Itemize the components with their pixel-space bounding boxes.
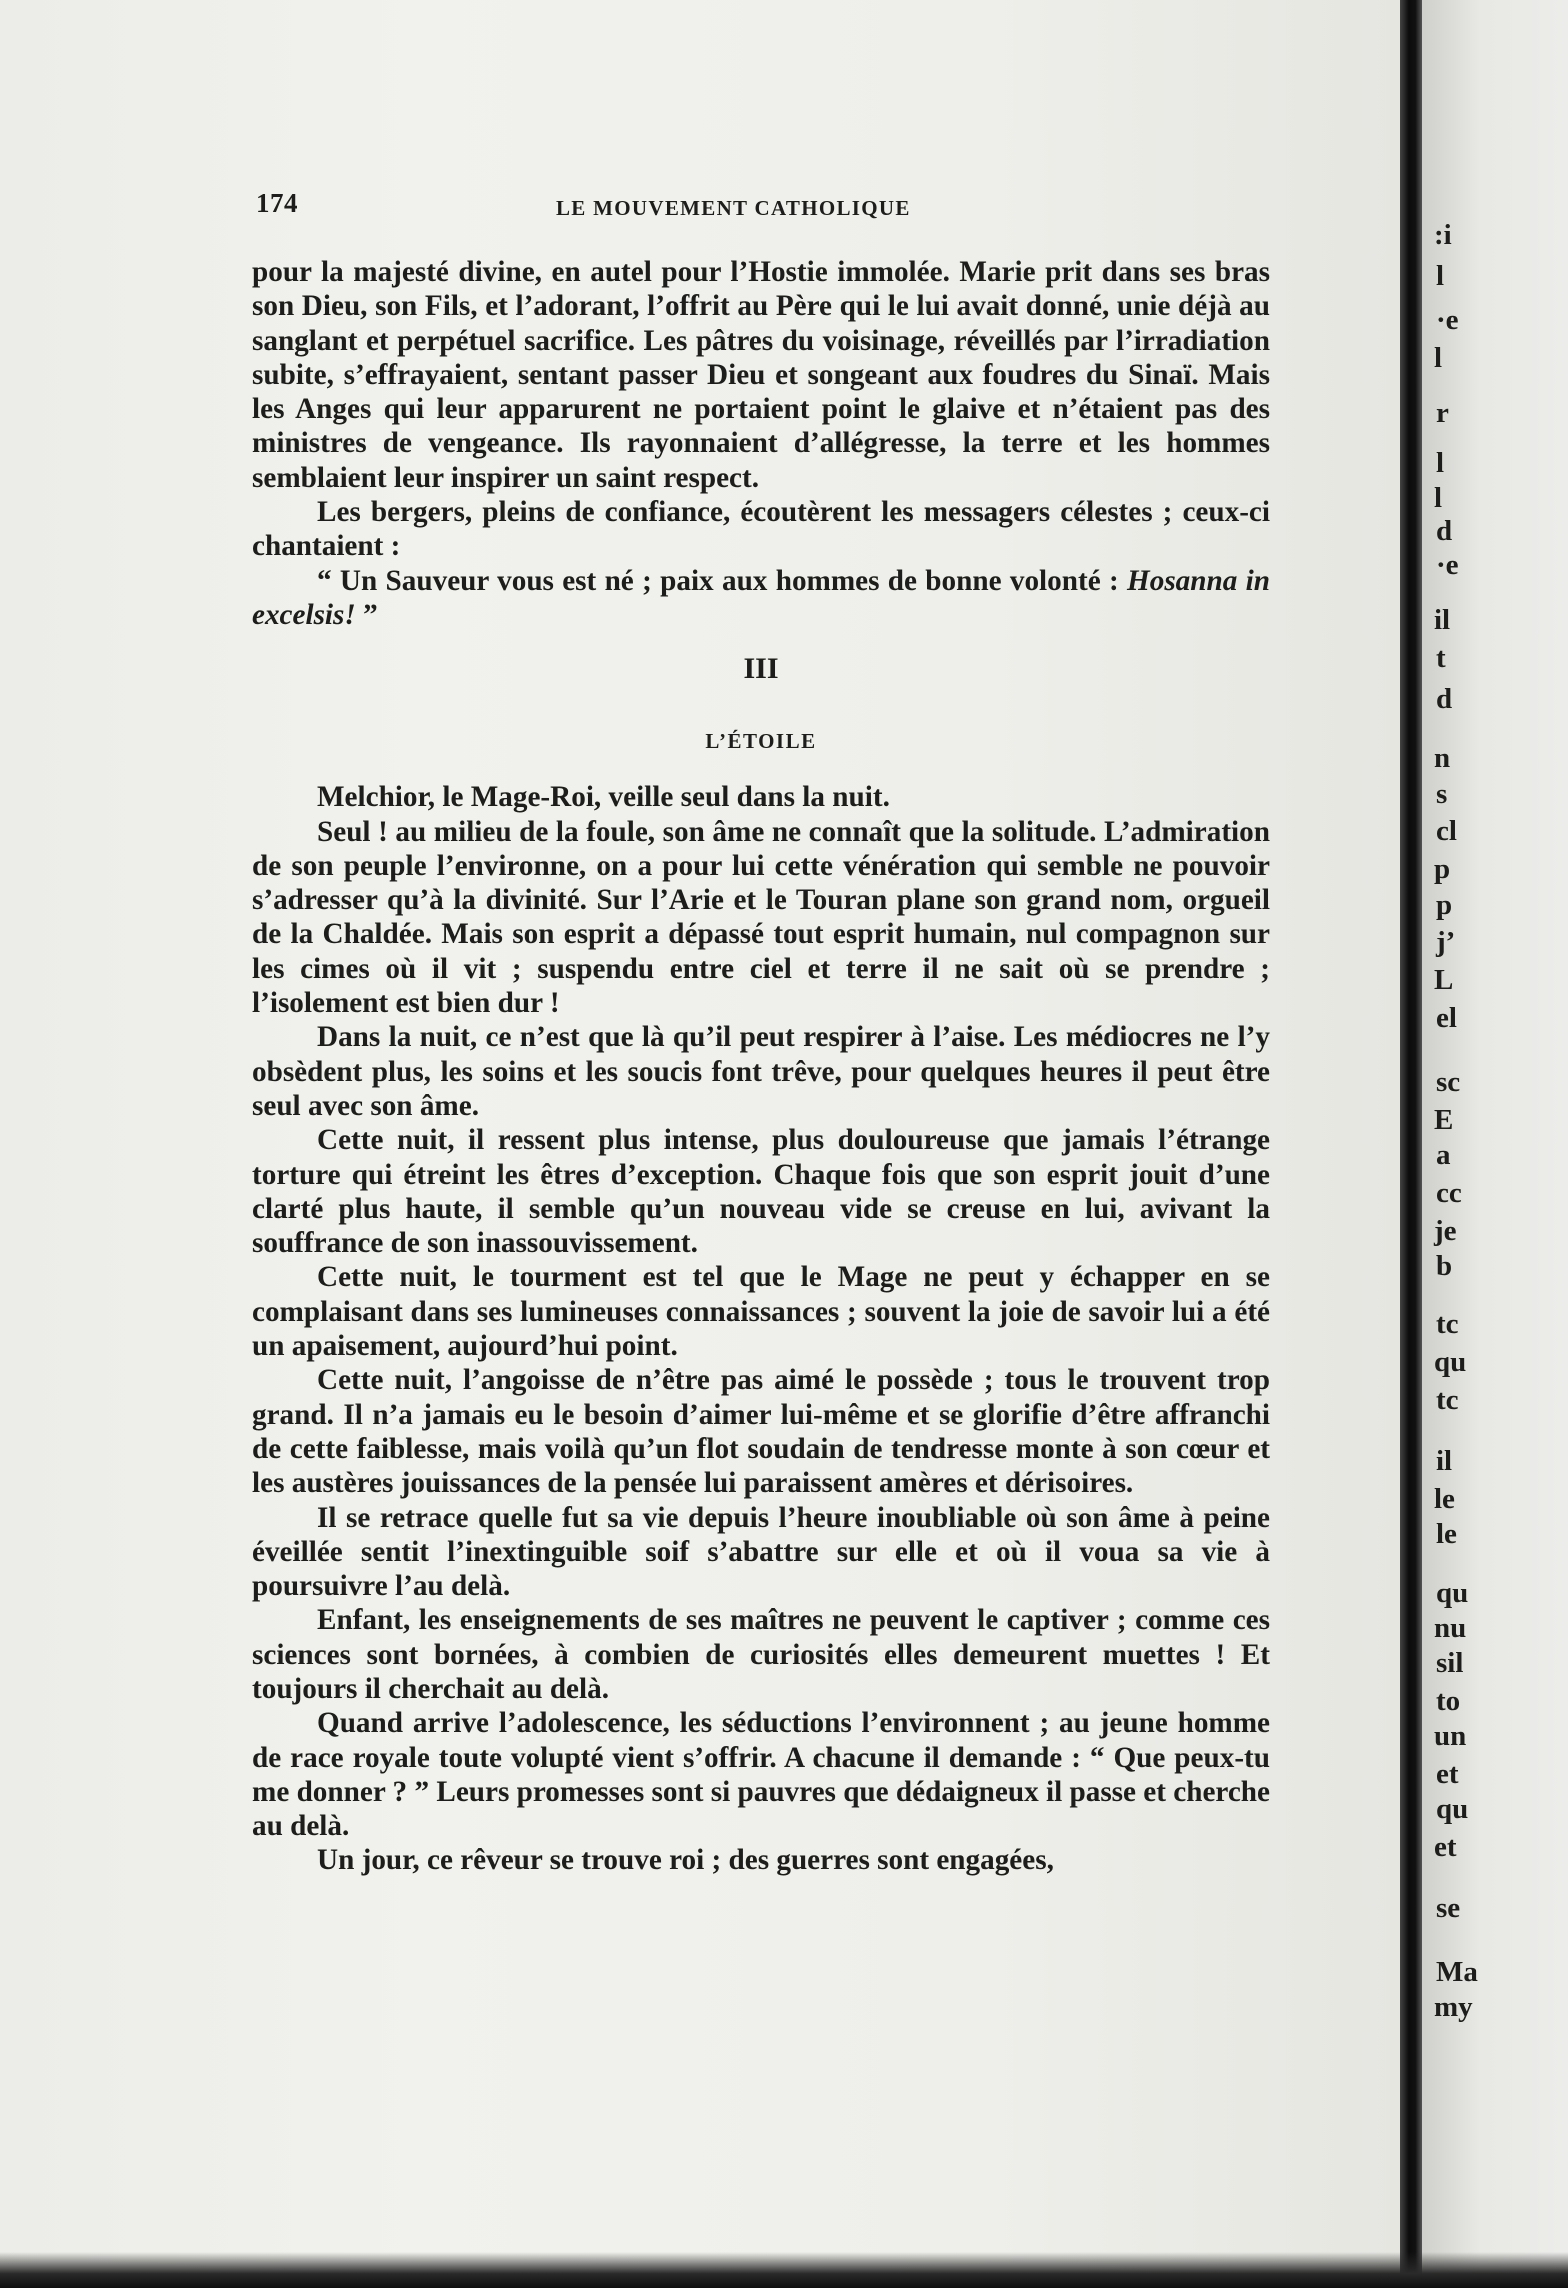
facing-page-text: p: [1436, 889, 1453, 922]
facing-page-text: et: [1436, 1757, 1459, 1790]
facing-page-text: il: [1434, 604, 1451, 637]
facing-page-text: :i: [1434, 219, 1452, 251]
quote-latin: Hosanna in excelsis!: [252, 564, 1271, 631]
facing-page-text: tc: [1436, 1384, 1459, 1417]
scan-bottom-edge: [0, 2252, 1568, 2288]
paragraph: Un jour, ce rêveur se trouve roi ; des guerres sont engagées,: [317, 1844, 1054, 1877]
paragraph-group-bottom: [252, 780, 1270, 1878]
facing-page-text: cc: [1436, 1176, 1462, 1209]
facing-page-text: b: [1436, 1249, 1453, 1282]
facing-page-text: un: [1434, 1719, 1467, 1752]
page-header: [256, 188, 1256, 228]
paragraph: pour la majesté divine, en autel pour l’Hostie immolée. Marie prit dans ses bras son Dieu, son Fils, et l’adorant, l’offrit au Père qui le lui avait donné, unie déjà au sanglant et perpétuel sacrifice. Les pâtres du voisinage, réveillés par l’irradiation subite, s’effrayaient, sentant passer Dieu et songeant aux foudres du Sinaï. Mais les Anges qui leur apparurent ne portaient point le glaive et n’étaient pas des ministres de vengeance. Ils rayonnaient d’allégresse, la terre et les hommes semblaient leur inspirer un saint respect.: [252, 256, 1270, 494]
facing-page-text: a: [1436, 1138, 1451, 1171]
facing-page-text: le: [1434, 1483, 1455, 1516]
paragraph: Les bergers, pleins de confiance, écoutèrent les messagers célestes ; ceux-ci chantaient :: [252, 496, 1270, 563]
facing-page-text: ·e: [1436, 548, 1459, 581]
paragraph: Seul ! au milieu de la foule, son âme ne connaît que la solitude. L’admiration de son peuple l’environne, on a pour lui cette vénération qui semble ne pouvoir s’adresser qu’à la divinité. Sur l’Arie et le Touran plane son grand nom, orgueil de la Chaldée. Mais son esprit a dépassé tout esprit humain, nul compagnon sur les cimes où il vit ; suspendu entre ciel et terre il ne sait où se prendre ; l’isolement est bien dur !: [252, 815, 1270, 1020]
facing-page-text: l: [1434, 341, 1443, 374]
facing-page-text: el: [1436, 1001, 1457, 1034]
paragraph: Quand arrive l’adolescence, les séductions l’environnent ; au jeune homme de race royale toute volupté vient s’offrir. A chacune il demande : “ Que peux-tu me donner ? ” Leurs promesses sont si pauvres que dédaigneux il passe et cherche au delà.: [252, 1707, 1270, 1843]
facing-page-text: nu: [1434, 1611, 1467, 1644]
facing-page-text: sil: [1436, 1646, 1464, 1679]
facing-page-text: Ma: [1436, 1956, 1478, 1989]
facing-page-text: l: [1436, 259, 1445, 292]
paragraph: Il se retrace quelle fut sa vie depuis l’heure inoubliable où son âme à peine éveillée sentit l’inextinguible soif s’abattre sur elle et où il voua sa vie à poursuivre l’au delà.: [252, 1501, 1270, 1603]
facing-page-text: n: [1434, 741, 1451, 774]
facing-page-text: tc: [1436, 1308, 1459, 1341]
quote-close: ”: [355, 598, 378, 631]
facing-page-text: il: [1436, 1445, 1453, 1478]
facing-page-text: cl: [1436, 814, 1457, 847]
angel-quote: [252, 564, 1270, 633]
facing-page-text: et: [1434, 1830, 1457, 1863]
facing-page-text: r: [1436, 397, 1449, 430]
facing-page-text: s: [1436, 778, 1448, 811]
facing-page-text: my: [1434, 1991, 1473, 2024]
paragraph: Cette nuit, il ressent plus intense, plus douloureuse que jamais l’étrange torture qui étreint les êtres d’exception. Chaque fois que son esprit jouit d’une clarté plus haute, il semble qu’un nouveau vide se creuse en lui, avivant la souffrance de son inassouvissement.: [252, 1124, 1270, 1260]
page-number: 174: [256, 188, 298, 218]
book-gutter: [1400, 0, 1422, 2288]
facing-page-text: qu: [1436, 1792, 1469, 1825]
section-number: III: [743, 652, 779, 686]
facing-page-text: le: [1436, 1518, 1457, 1551]
facing-page-text: t: [1436, 642, 1446, 675]
section-title: L’ÉTOILE: [705, 729, 817, 754]
facing-page-text: d: [1436, 515, 1453, 548]
facing-page-text: L: [1434, 963, 1454, 996]
facing-page-text: E: [1434, 1103, 1454, 1136]
facing-page-text: l: [1434, 481, 1443, 514]
facing-page-text: ·e: [1436, 303, 1459, 336]
facing-page-fragment: [1422, 0, 1568, 2288]
quote-text: “ Un Sauveur vous est né ; paix aux hommes de bonne volonté :: [317, 564, 1128, 597]
facing-page-text: se: [1436, 1892, 1461, 1925]
paragraph: Enfant, les enseignements de ses maîtres ne peuvent le captiver ; comme ces sciences sont bornées, à combien de curiosités elles demeurent muettes ! Et toujours il cherchait au delà.: [252, 1604, 1270, 1705]
paragraph: Cette nuit, le tourment est tel que le Mage ne peut y échapper en se complaisant dans ses lumineuses connaissances ; souvent la joie de savoir lui a été un apaisement, aujourd’hui point.: [252, 1261, 1270, 1363]
body-text: [252, 255, 1270, 1878]
paragraph: Melchior, le Mage-Roi, veille seul dans la nuit.: [317, 781, 890, 814]
paragraph: Dans la nuit, ce n’est que là qu’il peut respirer à l’aise. Les médiocres ne l’y obsèdent plus, les soins et les soucis font trêve, pour quelques heures il peut être seul avec son âme.: [252, 1021, 1270, 1122]
facing-page-text: je: [1434, 1214, 1457, 1247]
facing-page-text: j’: [1436, 925, 1456, 958]
facing-page-text: sc: [1436, 1065, 1461, 1098]
facing-page-text: l: [1436, 446, 1445, 479]
paragraph: Cette nuit, l’angoisse de n’être pas aimé le possède ; tous le trouvent trop grand. Il n’a jamais eu le besoin d’aimer lui-même et se glorifie d’être affranchi de cette faiblesse, mais voilà qu’un flot soudain de tendresse monte à son cœur et les austères jouissances de la pensée lui paraissent amères et dérisoires.: [252, 1364, 1270, 1500]
running-title: LE MOUVEMENT CATHOLIQUE: [556, 196, 911, 220]
facing-page-text: d: [1436, 683, 1453, 716]
paragraph-group-top: [252, 255, 1270, 564]
facing-page-text: qu: [1434, 1346, 1467, 1379]
facing-page-text: p: [1434, 852, 1451, 885]
facing-page-text: qu: [1436, 1576, 1469, 1609]
facing-page-text: to: [1436, 1684, 1461, 1717]
